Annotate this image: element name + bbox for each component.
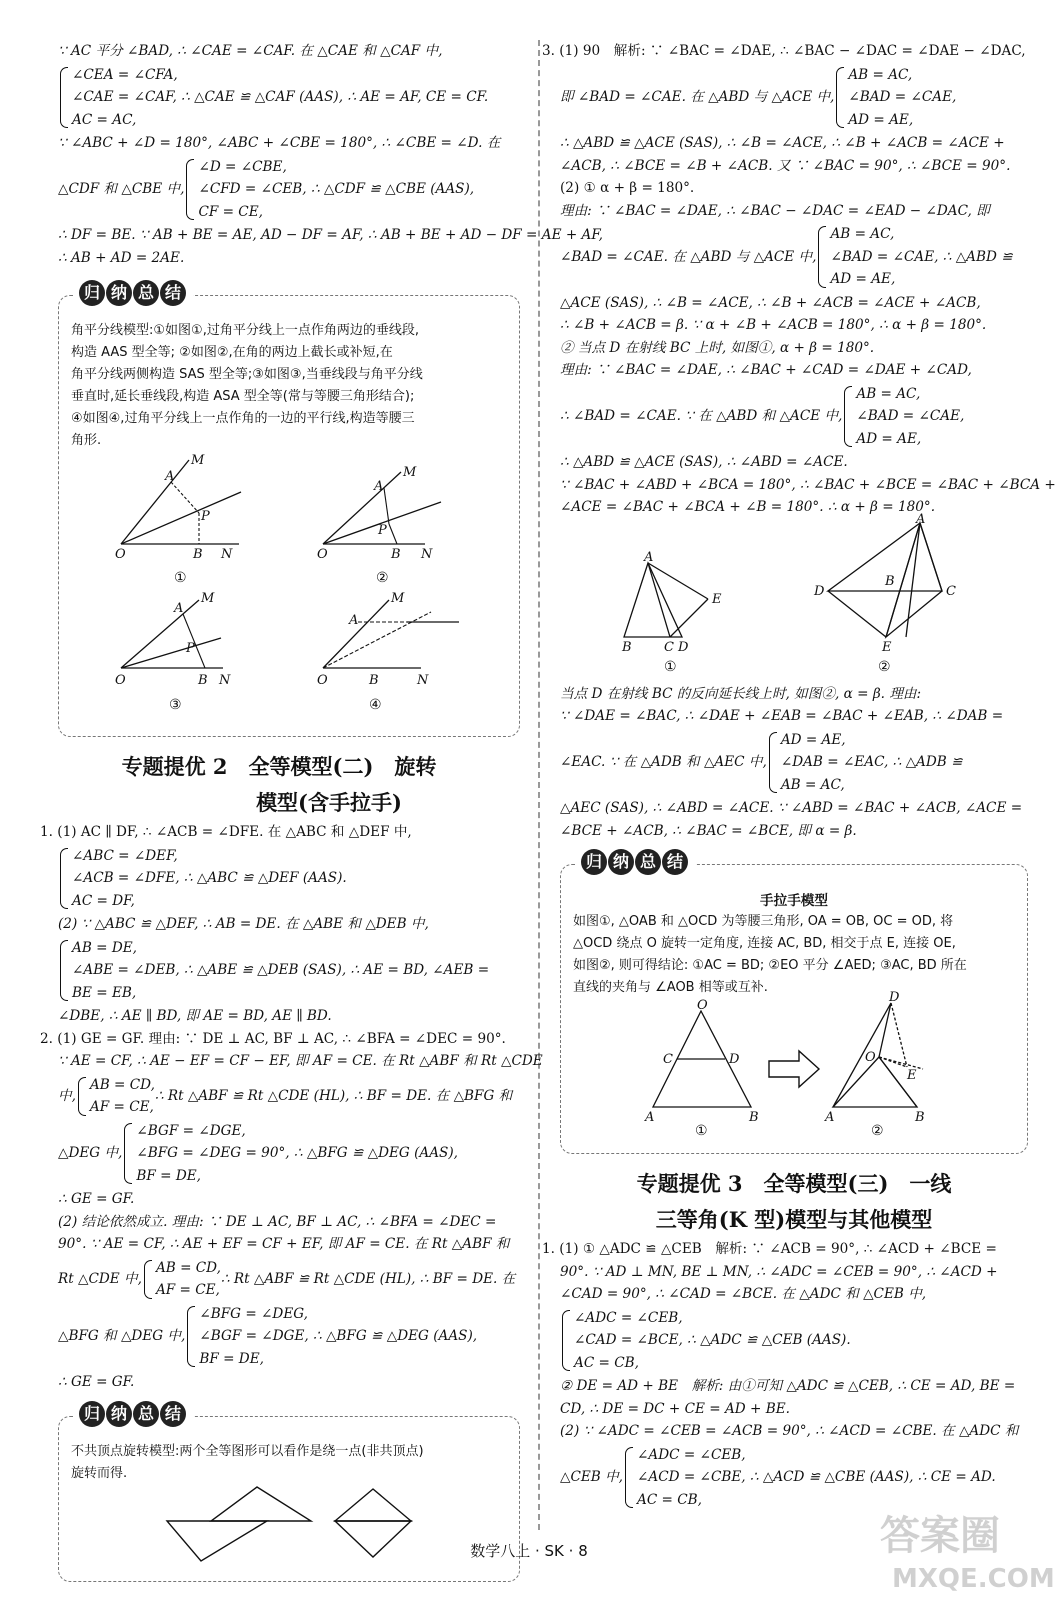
- text-line: (2) ① α + β = 180°.: [560, 180, 695, 196]
- svg-text:A: A: [165, 469, 175, 484]
- watermark-logo: [872, 1497, 1055, 1595]
- text-line: (2) 结论依然成立. 理由: ∵ DE ⊥ AC, BF ⊥ AC, ∴ ∠BFA = ∠DEC =: [58, 1213, 497, 1230]
- text-line: ∴ △ABD ≌ △ACE (SAS), ∴ ∠ABD = ∠ACE.: [560, 454, 848, 470]
- text-line: ∠ACE = ∠BAC + ∠BCA + ∠B = 180°. ∴ α + β = 180°.: [560, 499, 936, 515]
- equation-system: ∠ABC = ∠DEF, ∠ACB = ∠DFE, ∴ △ABC ≌ △DEF (AAS). AC = DF,: [58, 845, 520, 913]
- summary-tag-char: 总: [133, 280, 159, 306]
- svg-text:M: M: [201, 591, 215, 606]
- equation-system: Rt △CDE 中, AB = CD, AF = CE, ∴ Rt △ABF ≌ Rt △CDE (HL), ∴ BF = DE. 在: [58, 1259, 516, 1298]
- svg-text:O: O: [865, 1050, 876, 1065]
- svg-text:D: D: [889, 990, 900, 1005]
- svg-text:N: N: [417, 673, 429, 688]
- text-line: ∵ AE = CF, ∴ AE − EF = CF − EF, 即 AF = CE. 在 Rt △ABF 和 Rt △CDE: [58, 1053, 543, 1069]
- summary-text: 如图①, △OAB 和 △OCD 为等腰三角形, OA = OB, OC = OD, 将 △OCD 绕点 O 旋转一定角度, 连接 AC, BD, 相交于点 E, 连接 OE, 如图②, 则可得结论: ①AC = BD; ②EO 平分 ∠AED; ③AC, BD 所在 直线的夹角与 ∠AOB 相等或互补.: [573, 914, 967, 995]
- text-line: ∵ ∠BAC + ∠ABD + ∠BCA = 180°, ∴ ∠BAC + ∠BCE = ∠BAC + ∠BCA +: [560, 476, 1056, 493]
- section-title: 专题提优 2 全等模型(二) 旋转: [121, 754, 437, 779]
- figure-3: [115, 591, 231, 713]
- text-line: ∴ △ABD ≌ △ACE (SAS), ∴ ∠B = ∠ACE, ∴ ∠B + ∠ACB = ∠ACE +: [560, 135, 1005, 151]
- text-line: ∵ ∠DAE = ∠BAC, ∴ ∠DAE + ∠EAB = ∠BAC + ∠EAB, ∴ ∠DAB =: [560, 708, 1004, 724]
- svg-text:①: ①: [695, 1123, 708, 1139]
- summary-text: 不共顶点旋转模型:两个全等图形可以看作是绕一点(非共顶点) 旋转而得.: [71, 1443, 424, 1481]
- equation-system: [58, 64, 520, 132]
- svg-text:M: M: [403, 465, 417, 480]
- system-item: ∠CAE = ∠CAF, ∴ △CAE ≌ △CAF (AAS), ∴ AE = AF, CE = CF.: [72, 89, 489, 105]
- text-line: ∠CAD = 90°, ∴ ∠CAD = ∠BCE. 在 △ADC 和 △CEB 中,: [560, 1286, 927, 1302]
- page-footer: 数学八上 · SK · 8: [470, 1542, 588, 1560]
- svg-text:D: D: [678, 639, 689, 655]
- svg-text:E: E: [907, 1068, 917, 1083]
- text-line: (2) ∵ △ABC ≌ △DEF, ∴ AB = DE. 在 △ABE 和 △DEB 中,: [58, 916, 429, 932]
- text-line: ∠ACB, ∴ ∠BCE = ∠B + ∠ACB. 又 ∵ ∠BAC = 90°, ∴ ∠BCE = 90°.: [560, 157, 1011, 174]
- equation-system: ∠BAD = ∠CAE. 在 △ABD 与 △ACE 中, AB = AC, ∠BAD = ∠CAE, ∴ △ABD ≌ AD = AE,: [560, 226, 1013, 287]
- svg-text:D: D: [729, 1052, 740, 1067]
- svg-text:C: C: [664, 639, 674, 655]
- svg-text:A: A: [645, 1110, 655, 1125]
- equation-system: ∠ADC = ∠CEB, ∠CAD = ∠BCE, ∴ △ADC ≌ △CEB (AAS). AC = CB,: [560, 1307, 1028, 1375]
- right-column: [542, 40, 1056, 1512]
- text-line: △AEC (SAS), ∴ ∠ABD = ∠ACE. ∵ ∠ABD = ∠BAC + ∠ACB, ∠ACE =: [560, 800, 1023, 816]
- text-line: ∠DBE, ∴ AE ∥ BD, 即 AE = BD, AE ∥ BD.: [58, 1008, 332, 1024]
- svg-text:①: ①: [664, 658, 677, 675]
- svg-text:D: D: [814, 583, 825, 599]
- section-title: 三等角(K 型)模型与其他模型: [655, 1207, 933, 1232]
- text-line: ∴ GE = GF.: [58, 1191, 135, 1207]
- svg-text:C: C: [663, 1052, 673, 1067]
- text-line: 理由: ∵ ∠BAC = ∠DAE, ∴ ∠BAC + ∠CAD = ∠DAE + ∠CAD,: [560, 362, 972, 378]
- svg-text:A: A: [174, 601, 184, 616]
- equation-system: 即 ∠BAD = ∠CAE. 在 △ABD 与 △ACE 中, AB = AC, ∠BAD = ∠CAE, AD = AE,: [560, 66, 957, 128]
- svg-text:A: A: [349, 613, 359, 628]
- text-line: 90°. ∵ AD ⊥ MN, BE ⊥ MN, ∴ ∠ADC = ∠CEB = 90°, ∴ ∠ACD +: [560, 1263, 998, 1280]
- text-line: 当点 D 在射线 BC 的反向延长线上时, 如图②, α = β. 理由:: [560, 685, 922, 702]
- summary-tag-char: 纳: [106, 280, 132, 306]
- svg-text:B: B: [193, 547, 203, 562]
- svg-text:O: O: [697, 998, 708, 1013]
- svg-text:O: O: [115, 547, 126, 562]
- section-title: 模型(含手拉手): [256, 790, 402, 815]
- summary-tag-char: 纳: [608, 849, 634, 875]
- svg-text:O: O: [317, 547, 328, 562]
- text-line: ∴ AB + AD = 2AE.: [58, 249, 185, 266]
- svg-text:B: B: [885, 573, 895, 589]
- svg-text:B: B: [749, 1110, 759, 1125]
- text-line: (2) ∵ ∠ADC = ∠CEB = ∠ACB = 90°, ∴ ∠ACD = ∠CBE. 在 △ADC 和: [560, 1423, 1019, 1439]
- summary-tag-char: 总: [635, 849, 661, 875]
- svg-text:B: B: [622, 639, 632, 655]
- text-line: ∵ ∠ABC + ∠D = 180°, ∠ABC + ∠CBE = 180°, ∴ ∠CBE = ∠D. 在: [58, 135, 501, 151]
- system-prefix: △CDF 和 △CBE 中,: [58, 181, 185, 197]
- svg-text:③: ③: [169, 697, 182, 713]
- summary-box-hand-in-hand: [560, 852, 1028, 1154]
- text-line: 理由: ∵ ∠BAC = ∠DAE, ∴ ∠BAC − ∠DAC = ∠EAD − ∠DAC, 即: [560, 202, 990, 219]
- text-line: CD, ∴ DE = DC + CE = AD + BE.: [560, 1400, 790, 1417]
- svg-text:E: E: [712, 591, 722, 607]
- svg-text:P: P: [186, 641, 195, 656]
- equation-system: ∠EAC. ∵ 在 △ADB 和 △AEC 中, AD = AE, ∠DAB = ∠EAC, ∴ △ADB ≌ AB = AC,: [560, 731, 963, 793]
- equation-system: 中, AB = CD, AF = CE, ∴ Rt △ABF ≌ Rt △CDE (HL), ∴ BF = DE. 在 △BFG 和: [58, 1076, 513, 1115]
- svg-text:①: ①: [174, 570, 187, 586]
- hand-in-hand-figures: [573, 990, 1017, 1139]
- system-item: ∠CFD = ∠CEB, ∴ △CDF ≌ △CBE (AAS),: [198, 181, 475, 197]
- equation-system: △DEG 中, ∠BGF = ∠DGE, ∠BFG = ∠DEG = 90°, ∴ △BFG ≌ △DEG (AAS), BF = DE,: [58, 1122, 458, 1184]
- text-line: ② 当点 D 在射线 BC 上时, 如图①, α + β = 180°.: [560, 339, 875, 356]
- summary-tag: [575, 849, 695, 875]
- svg-text:④: ④: [369, 697, 382, 713]
- svg-text:N: N: [421, 547, 433, 562]
- summary-title: 手拉手模型: [760, 893, 828, 909]
- text-line: 1. (1) ① △ADC ≌ △CEB 解析: ∵ ∠ACB = 90°, ∴ ∠ACD + ∠BCE =: [542, 1241, 997, 1257]
- summary-tag: [73, 1401, 193, 1427]
- summary-tag-char: 归: [581, 849, 607, 875]
- svg-text:N: N: [219, 673, 231, 688]
- svg-text:A: A: [374, 479, 384, 494]
- svg-text:B: B: [391, 547, 401, 562]
- summary-tag-char: 结: [160, 280, 186, 306]
- svg-text:O: O: [115, 673, 126, 688]
- svg-text:B: B: [369, 673, 379, 688]
- hand-figure-2: [833, 1003, 923, 1107]
- figure-4: [317, 591, 459, 713]
- figure-2: [317, 465, 441, 586]
- text-line: 1. (1) AC ∥ DF, ∴ ∠ACB = ∠DFE. 在 △ABC 和 △DEF 中,: [40, 824, 412, 840]
- svg-text:MXQE.COM: MXQE.COM: [892, 1564, 1055, 1594]
- summary-tag-char: 归: [79, 280, 105, 306]
- summary-tag-char: 纳: [106, 1401, 132, 1427]
- svg-text:O: O: [317, 673, 328, 688]
- equation-system: AB = DE, ∠ABE = ∠DEB, ∴ △ABE ≌ △DEB (SAS), ∴ AE = BD, ∠AEB = BE = EB,: [58, 937, 520, 1005]
- text-line: △ACE (SAS), ∴ ∠B = ∠ACE, ∴ ∠B + ∠ACB = ∠ACE + ∠ACB,: [560, 294, 981, 311]
- text-line: ∴ ∠B + ∠ACB = β. ∵ α + ∠B + ∠ACB = 180°, ∴ α + β = 180°.: [560, 317, 987, 333]
- svg-text:P: P: [201, 509, 210, 524]
- summary-tag-char: 总: [133, 1401, 159, 1427]
- equation-system: ∴ ∠BAD = ∠CAE. ∵ 在 △ABD 和 △ACE 中, AB = AC, ∠BAD = ∠CAE, AD = AE,: [560, 385, 965, 447]
- text-line: ∵ AC 平分 ∠BAD, ∴ ∠CAE = ∠CAF. 在 △CAE 和 △CAF 中,: [58, 43, 443, 59]
- summary-tag-char: 归: [79, 1401, 105, 1427]
- svg-text:M: M: [191, 453, 205, 468]
- svg-text:N: N: [221, 547, 233, 562]
- angle-bisector-figures: [71, 452, 507, 722]
- arrow-icon: [769, 1051, 819, 1087]
- text-line: 2. (1) GE = GF. 理由: ∵ DE ⊥ AC, BF ⊥ AC, ∴ ∠BFA = ∠DEC = 90°.: [40, 1030, 506, 1047]
- equation-system: △CEB 中, ∠ADC = ∠CEB, ∠ACD = ∠CBE, ∴ △ACD ≌ △CBE (AAS), ∴ CE = AD. AC = CB,: [560, 1446, 996, 1508]
- summary-tag-char: 结: [160, 1401, 186, 1427]
- text-line: ② DE = AD + BE 解析: 由①可知 △ADC ≌ △CEB, ∴ CE = AD, BE =: [560, 1378, 1016, 1394]
- svg-text:P: P: [378, 523, 387, 538]
- svg-text:A: A: [825, 1110, 835, 1125]
- svg-text:B: B: [915, 1110, 925, 1125]
- triangle-figures: [560, 511, 1028, 679]
- svg-text:②: ②: [878, 658, 891, 675]
- text-line: 3. (1) 90 解析: ∵ ∠BAC = ∠DAE, ∴ ∠BAC − ∠DAC = ∠DAE − ∠DAC,: [542, 43, 1026, 59]
- svg-text:②: ②: [376, 570, 389, 586]
- system-item: ∠D = ∠CBE,: [198, 158, 287, 175]
- svg-text:B: B: [198, 673, 208, 688]
- svg-text:E: E: [882, 639, 892, 655]
- svg-text:M: M: [391, 591, 405, 606]
- svg-text:A: A: [644, 549, 654, 565]
- system-item: ∠CEA = ∠CFA,: [72, 66, 178, 83]
- svg-text:A: A: [916, 511, 926, 527]
- text-line: 90°. ∵ AE = CF, ∴ AE + EF = CF + EF, 即 AF = CE. 在 Rt △ABF 和: [58, 1236, 510, 1252]
- summary-box-angle-bisector: [58, 283, 520, 737]
- system-item: CF = CE,: [198, 203, 263, 220]
- column-divider: [538, 40, 540, 1530]
- figure-right-1: [624, 563, 708, 637]
- system-item: AC = AC,: [72, 111, 137, 128]
- svg-text:C: C: [946, 583, 956, 599]
- svg-text:②: ②: [871, 1123, 884, 1139]
- text-line: ∠BCE + ∠ACB, ∴ ∠BAC = ∠BCE, 即 α = β.: [560, 822, 857, 839]
- section-title: 专题提优 3 全等模型(三) 一线: [636, 1171, 952, 1196]
- equation-system: △BFG 和 △DEG 中, ∠BFG = ∠DEG, ∠BGF = ∠DGE, ∴ △BFG ≌ △DEG (AAS), BF = DE,: [58, 1305, 478, 1367]
- text-line: ∴ DF = BE. ∵ AB + BE = AE, AD − DF = AF, ∴ AB + BE + AD − DF = AE + AF,: [58, 227, 603, 243]
- text-line: ∴ GE = GF.: [58, 1374, 135, 1390]
- summary-tag: [73, 280, 193, 306]
- figure-1: [115, 453, 241, 586]
- equation-system: [58, 156, 520, 224]
- svg-text:答案圈: 答案圈: [880, 1513, 1000, 1559]
- summary-text: 角平分线模型:①如图①,过角平分线上一点作角两边的垂线段, 构造 AAS 型全等; ②如图②,在角的两边上截长或补短,在 角平分线两侧构造 SAS 型全等;③如图③,当垂线段与角平分线 垂直时,延长垂线段,构造 ASA 型全等(常与等腰三角形结合); ④如图④,过角平分线上一点作角的一边的平行线,构造等腰三 角形.: [71, 323, 423, 448]
- summary-tag-char: 结: [662, 849, 688, 875]
